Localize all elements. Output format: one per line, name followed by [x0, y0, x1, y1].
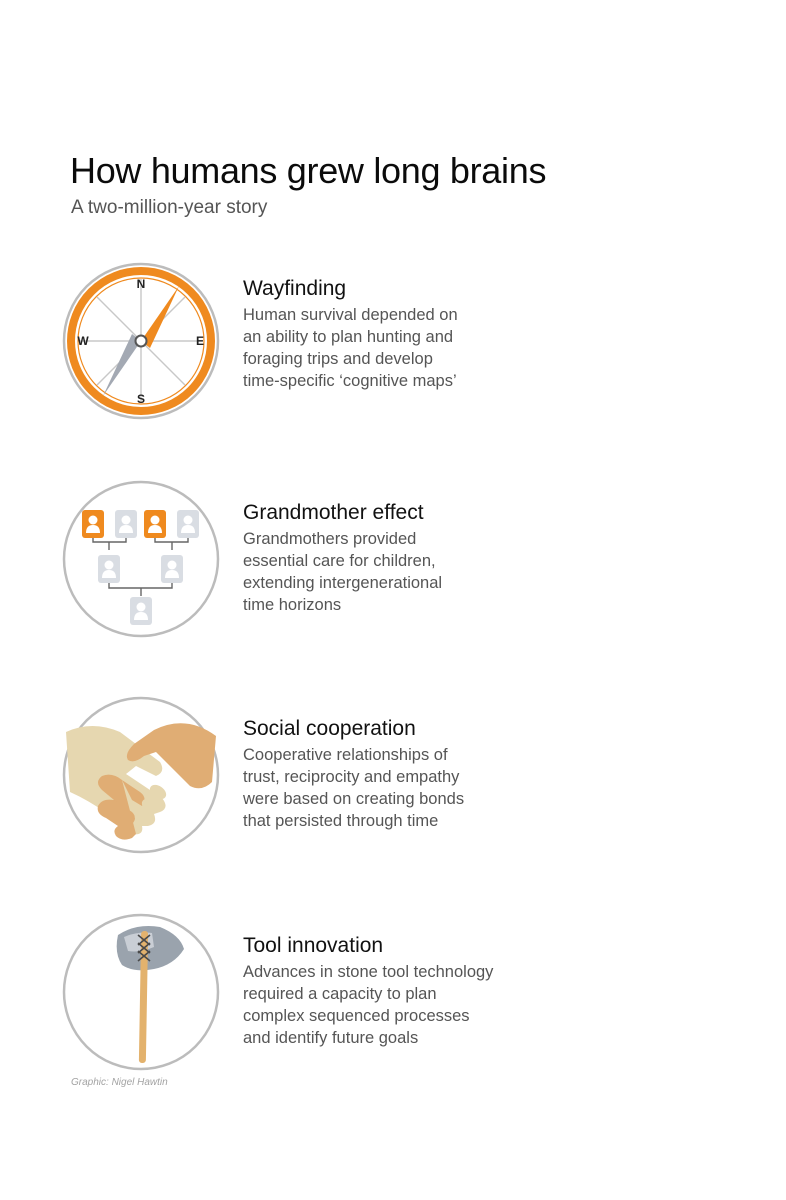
description-line: an ability to plan hunting and: [243, 328, 454, 346]
item-title: Social cooperation: [243, 717, 416, 740]
description-line: time horizons: [243, 596, 342, 614]
description-line: Advances in stone tool technology: [243, 963, 494, 981]
item-wayfinding: [62, 262, 762, 422]
description-line: complex sequenced processes: [243, 1007, 470, 1025]
description-line: foraging trips and develop: [243, 350, 433, 368]
page-title: How humans grew long brains: [70, 150, 547, 191]
description-line: that persisted through time: [243, 812, 439, 830]
item-text: [243, 500, 563, 616]
description-line: trust, reciprocity and empathy: [243, 768, 460, 786]
family-tree-icon: [62, 480, 220, 638]
item-description: [243, 528, 563, 616]
item-text: [243, 716, 563, 832]
description-line: and identify future goals: [243, 1029, 419, 1047]
item-text: [243, 276, 563, 392]
graphic-credit: Graphic: Nigel Hawtin: [71, 1077, 168, 1088]
item-tool-innovation: [62, 913, 762, 1073]
item-description: [243, 744, 563, 832]
description-line: were based on creating bonds: [243, 790, 465, 808]
page-subtitle: A two-million-year story: [71, 197, 268, 218]
description-line: extending intergenerational: [243, 574, 443, 592]
item-grandmother-effect: [62, 480, 762, 640]
compass-label-s: S: [136, 392, 146, 406]
item-description: [243, 961, 563, 1049]
item-social-cooperation: [62, 696, 762, 856]
item-description: [243, 304, 563, 392]
description-line: Human survival depended on: [243, 306, 458, 324]
handshake-icon: [62, 696, 220, 854]
stone-axe-icon: [62, 913, 220, 1071]
item-text: [243, 933, 563, 1049]
compass-label-n: N: [136, 277, 146, 291]
description-line: Grandmothers provided: [243, 530, 417, 548]
item-title: Wayfinding: [243, 277, 347, 300]
description-line: required a capacity to plan: [243, 985, 437, 1003]
compass-label-w: W: [77, 334, 89, 348]
description-line: essential care for children,: [243, 552, 436, 570]
compass-icon: [62, 262, 220, 420]
description-line: Cooperative relationships of: [243, 746, 448, 764]
compass-label-e: E: [195, 334, 205, 348]
item-title: Grandmother effect: [243, 501, 424, 524]
description-line: time-specific ‘cognitive maps’: [243, 372, 457, 390]
item-title: Tool innovation: [243, 934, 384, 957]
